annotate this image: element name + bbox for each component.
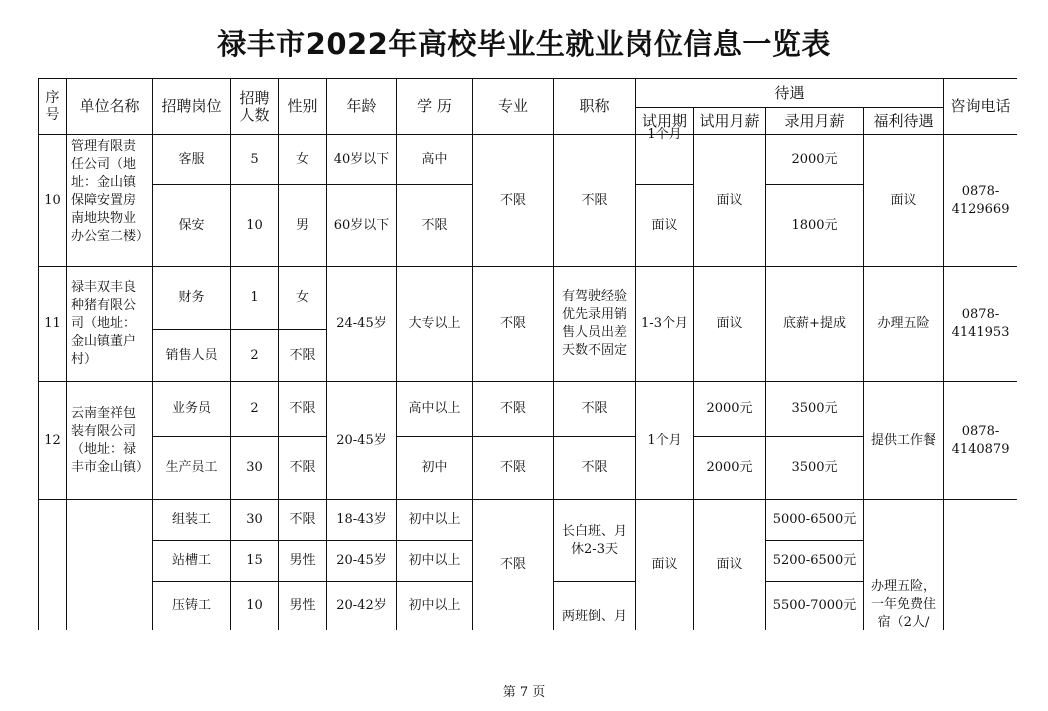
row-welfare: 面议: [864, 135, 944, 267]
row-age: 20-45岁: [327, 382, 397, 500]
row-phone: 0878-4141953: [944, 267, 1017, 382]
header-count: 招聘人数: [231, 79, 279, 135]
header-position: 招聘岗位: [153, 79, 231, 135]
job-table: [38, 78, 1017, 630]
row-unit: 禄丰双丰良种猪有限公司（地址：金山镇董户村）: [67, 267, 153, 382]
row-gender: 不限: [279, 330, 327, 382]
row-salary: 3500元: [766, 382, 864, 437]
header-salary: 录用月薪: [766, 108, 864, 135]
row-title-req: 不限: [554, 135, 636, 267]
row-trial-salary: 2000元: [694, 437, 766, 500]
table-row: [39, 135, 1018, 185]
row-welfare: 提供工作餐: [864, 382, 944, 500]
header-phone: 咨询电话: [944, 79, 1017, 135]
row-count: 1: [231, 267, 279, 330]
row-education: 初中以上: [397, 500, 473, 541]
row-trial-period: 1-3个月: [636, 267, 694, 382]
row-gender: 不限: [279, 437, 327, 500]
page-title: 禄丰市2022年高校毕业生就业岗位信息一览表: [217, 27, 831, 61]
row-count: 15: [231, 541, 279, 582]
row-position: 销售人员: [153, 330, 231, 382]
row-count: 10: [231, 582, 279, 631]
header-unit: 单位名称: [67, 79, 153, 135]
row-count: 2: [231, 382, 279, 437]
row-position: 生产员工: [153, 437, 231, 500]
row-salary: 3500元: [766, 437, 864, 500]
header-row-1: [39, 79, 1018, 108]
page-number: 第 7 页: [502, 685, 546, 700]
row-seq: 10: [39, 135, 67, 267]
row-major: 不限: [473, 135, 554, 267]
row-unit: 管理有限责任公司（地址：金山镇保障安置房南地块物业办公室二楼）: [67, 135, 153, 267]
row-seq: [39, 500, 67, 631]
row-phone: 0878-4140879: [944, 382, 1017, 500]
row-salary: 5000-6500元: [766, 500, 864, 541]
row-salary: 底薪+提成: [766, 267, 864, 382]
table-row: [39, 267, 1018, 330]
row-trial-period: 1个月: [636, 382, 694, 500]
row-major: 不限: [473, 500, 554, 631]
row-education: 初中以上: [397, 582, 473, 631]
row-count: 10: [231, 185, 279, 267]
row-salary: 5500-7000元: [766, 582, 864, 631]
row-position: 保安: [153, 185, 231, 267]
row-gender: 女: [279, 267, 327, 330]
table-row: [39, 500, 1018, 541]
header-education: 学 历: [397, 79, 473, 135]
row-education: 不限: [397, 185, 473, 267]
header-welfare: 福利待遇: [864, 108, 944, 135]
row-trial-period: 面议: [636, 185, 694, 267]
header-trial-period: 试用期: [636, 108, 694, 135]
row-education: 大专以上: [397, 267, 473, 382]
row-age: 24-45岁: [327, 267, 397, 382]
row-welfare: 办理五险: [864, 267, 944, 382]
row-salary: 1800元: [766, 185, 864, 267]
row-phone: [944, 500, 1017, 631]
row-trial-salary: 面议: [694, 500, 766, 631]
header-major: 专业: [473, 79, 554, 135]
row-title-req: 长白班、月休2-3天: [554, 500, 636, 582]
row-age: 60岁以下: [327, 185, 397, 267]
row-title-req: 不限: [554, 382, 636, 437]
row-position: 站槽工: [153, 541, 231, 582]
row-seq: 12: [39, 382, 67, 500]
row-title-req: 不限: [554, 437, 636, 500]
row-unit: 云南奎祥包装有限公司（地址：禄丰市金山镇）: [67, 382, 153, 500]
header-gender: 性别: [279, 79, 327, 135]
row-trial-salary: 面议: [694, 135, 766, 267]
row-trial-period: 1个月: [636, 135, 694, 185]
row-gender: 男性: [279, 541, 327, 582]
row-count: 2: [231, 330, 279, 382]
row-gender: 不限: [279, 382, 327, 437]
row-salary: 2000元: [766, 135, 864, 185]
header-title-req: 职称: [554, 79, 636, 135]
row-seq: 11: [39, 267, 67, 382]
row-education: 高中以上: [397, 382, 473, 437]
row-gender: 不限: [279, 500, 327, 541]
row-trial-period: 面议: [636, 500, 694, 631]
row-education: 初中以上: [397, 541, 473, 582]
row-education: 高中: [397, 135, 473, 185]
row-gender: 男性: [279, 582, 327, 631]
row-position: 组装工: [153, 500, 231, 541]
row-position: 业务员: [153, 382, 231, 437]
row-count: 30: [231, 437, 279, 500]
table-row: [39, 382, 1018, 437]
header-age: 年龄: [327, 79, 397, 135]
row-trial-salary: 2000元: [694, 382, 766, 437]
row-position: 财务: [153, 267, 231, 330]
row-gender: 男: [279, 185, 327, 267]
row-count: 5: [231, 135, 279, 185]
row-major: 不限: [473, 382, 554, 437]
row-salary: 5200-6500元: [766, 541, 864, 582]
row-age: 40岁以下: [327, 135, 397, 185]
row-title-req: 两班倒、月: [554, 582, 636, 631]
row-position: 压铸工: [153, 582, 231, 631]
row-age: 20-42岁: [327, 582, 397, 631]
row-position: 客服: [153, 135, 231, 185]
row-trial-salary: 面议: [694, 267, 766, 382]
header-treatment: 待遇: [636, 79, 944, 108]
row-age: 18-43岁: [327, 500, 397, 541]
header-seq: 序号: [39, 79, 67, 135]
row-unit: [67, 500, 153, 631]
row-education: 初中: [397, 437, 473, 500]
table-viewport: [38, 78, 1017, 630]
header-trial-salary: 试用月薪: [694, 108, 766, 135]
row-age: 20-45岁: [327, 541, 397, 582]
row-phone: 0878-4129669: [944, 135, 1017, 267]
row-major: 不限: [473, 437, 554, 500]
row-gender: 女: [279, 135, 327, 185]
row-count: 30: [231, 500, 279, 541]
row-welfare: 办理五险，一年免费住宿（2人/: [864, 500, 944, 631]
row-major: 不限: [473, 267, 554, 382]
row-title-req: 有驾驶经验优先录用销售人员出差天数不固定: [554, 267, 636, 382]
